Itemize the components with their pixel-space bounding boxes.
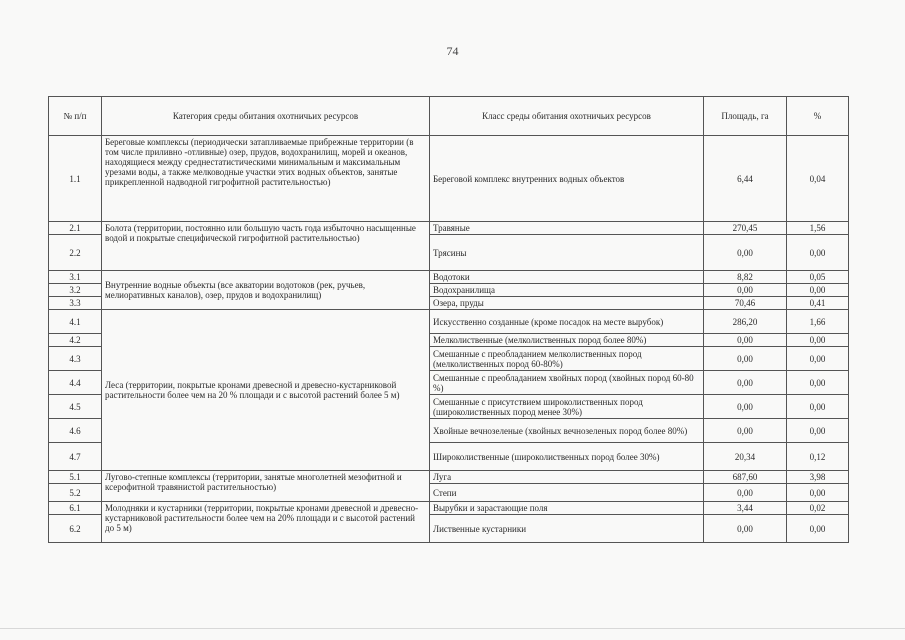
area-cell: 8,82 <box>704 271 787 284</box>
row-num: 5.1 <box>49 471 102 484</box>
percent-cell: 0,00 <box>787 515 849 543</box>
header-percent: % <box>787 97 849 136</box>
row-num: 3.1 <box>49 271 102 284</box>
table-row <box>49 310 849 334</box>
class-cell: Хвойные вечнозеленые (хвойных вечнозеленых пород более 80%) <box>430 419 704 443</box>
category-cell: Болота (территории, постоянно или большую часть года избыточно насыщенные водой и покрытые специфической гигрофитной растительностью) <box>102 222 430 271</box>
class-cell: Степи <box>430 484 704 502</box>
percent-cell: 3,98 <box>787 471 849 484</box>
category-cell: Леса (территории, покрытые кронами древесной и древесно-кустарниковой растительности более чем на 20 % площади и с высотой растений более 5 м) <box>102 310 430 471</box>
area-cell: 0,00 <box>704 484 787 502</box>
area-cell: 286,20 <box>704 310 787 334</box>
area-cell: 0,00 <box>704 371 787 395</box>
class-cell: Береговой комплекс внутренних водных объектов <box>430 136 704 222</box>
percent-cell: 0,00 <box>787 347 849 371</box>
category-cell: Внутренние водные объекты (все акватории водотоков (рек, ручьев, мелиоративных каналов), озер, прудов и водохранилищ) <box>102 271 430 310</box>
percent-cell: 0,12 <box>787 443 849 471</box>
class-cell: Смешанные с преобладанием мелколиственных пород (мелколиственных пород 60-80%) <box>430 347 704 371</box>
scan-edge-divider <box>0 628 905 629</box>
row-num: 4.2 <box>49 334 102 347</box>
class-cell: Травяные <box>430 222 704 235</box>
area-cell: 70,46 <box>704 297 787 310</box>
row-num: 1.1 <box>49 136 102 222</box>
class-cell: Смешанные с преобладанием хвойных пород (хвойных пород 60-80 %) <box>430 371 704 395</box>
class-cell: Водохранилища <box>430 284 704 297</box>
area-cell: 0,00 <box>704 284 787 297</box>
percent-cell: 1,66 <box>787 310 849 334</box>
area-cell: 20,34 <box>704 443 787 471</box>
percent-cell: 1,56 <box>787 222 849 235</box>
row-num: 4.1 <box>49 310 102 334</box>
row-num: 6.1 <box>49 502 102 515</box>
area-cell: 0,00 <box>704 334 787 347</box>
area-cell: 0,00 <box>704 515 787 543</box>
class-cell: Лиственные кустарники <box>430 515 704 543</box>
percent-cell: 0,04 <box>787 136 849 222</box>
table-row <box>49 471 849 484</box>
row-num: 4.6 <box>49 419 102 443</box>
row-num: 2.2 <box>49 235 102 271</box>
percent-cell: 0,00 <box>787 371 849 395</box>
header-class: Класс среды обитания охотничьих ресурсов <box>430 97 704 136</box>
row-num: 2.1 <box>49 222 102 235</box>
class-cell: Смешанные с присутствием широколиственных пород (широколиственных пород менее 30%) <box>430 395 704 419</box>
area-cell: 0,00 <box>704 235 787 271</box>
table-header-row <box>49 97 849 136</box>
table-row <box>49 222 849 235</box>
area-cell: 270,45 <box>704 222 787 235</box>
class-cell: Трясины <box>430 235 704 271</box>
area-cell: 0,00 <box>704 347 787 371</box>
class-cell: Озера, пруды <box>430 297 704 310</box>
row-num: 3.3 <box>49 297 102 310</box>
header-area: Площадь, га <box>704 97 787 136</box>
row-num: 5.2 <box>49 484 102 502</box>
row-num: 4.5 <box>49 395 102 419</box>
class-cell: Водотоки <box>430 271 704 284</box>
table-row <box>49 136 849 222</box>
class-cell: Вырубки и зарастающие поля <box>430 502 704 515</box>
category-cell: Береговые комплексы (периодически затапливаемые прибрежные территории (в том числе приливно -отливные) озер, прудов, водохранилищ, морей и океанов, находящиеся между среднестатистическими минимальным и максимальным урезами воды, а также мелководные участки этих водных объектов, занятые прикрепленной надводной гигрофитной растительностью) <box>102 136 430 222</box>
table-row <box>49 271 849 284</box>
habitat-table <box>48 96 849 543</box>
class-cell: Широколиственные (широколиственных пород более 30%) <box>430 443 704 471</box>
percent-cell: 0,00 <box>787 395 849 419</box>
area-cell: 6,44 <box>704 136 787 222</box>
category-cell: Молодняки и кустарники (территории, покрытые кронами древесной и древесно- кустарниковой растительности более чем на 20% площади и с высотой растений до 5 м) <box>102 502 430 543</box>
percent-cell: 0,05 <box>787 271 849 284</box>
area-cell: 687,60 <box>704 471 787 484</box>
header-category: Категория среды обитания охотничьих ресурсов <box>102 97 430 136</box>
table-row <box>49 502 849 515</box>
percent-cell: 0,00 <box>787 284 849 297</box>
area-cell: 0,00 <box>704 419 787 443</box>
row-num: 3.2 <box>49 284 102 297</box>
percent-cell: 0,00 <box>787 235 849 271</box>
category-cell: Лугово-степные комплексы (территории, занятые многолетней мезофитной и ксерофитной травянистой растительностью) <box>102 471 430 502</box>
page-number: 74 <box>446 44 459 58</box>
class-cell: Искусственно созданные (кроме посадок на месте вырубок) <box>430 310 704 334</box>
percent-cell: 0,00 <box>787 484 849 502</box>
percent-cell: 0,00 <box>787 419 849 443</box>
class-cell: Луга <box>430 471 704 484</box>
area-cell: 3,44 <box>704 502 787 515</box>
row-num: 4.3 <box>49 347 102 371</box>
row-num: 4.4 <box>49 371 102 395</box>
percent-cell: 0,02 <box>787 502 849 515</box>
percent-cell: 0,00 <box>787 334 849 347</box>
percent-cell: 0,41 <box>787 297 849 310</box>
header-num: № п/п <box>49 97 102 136</box>
class-cell: Мелколиственные (мелколиственных пород более 80%) <box>430 334 704 347</box>
area-cell: 0,00 <box>704 395 787 419</box>
row-num: 6.2 <box>49 515 102 543</box>
row-num: 4.7 <box>49 443 102 471</box>
